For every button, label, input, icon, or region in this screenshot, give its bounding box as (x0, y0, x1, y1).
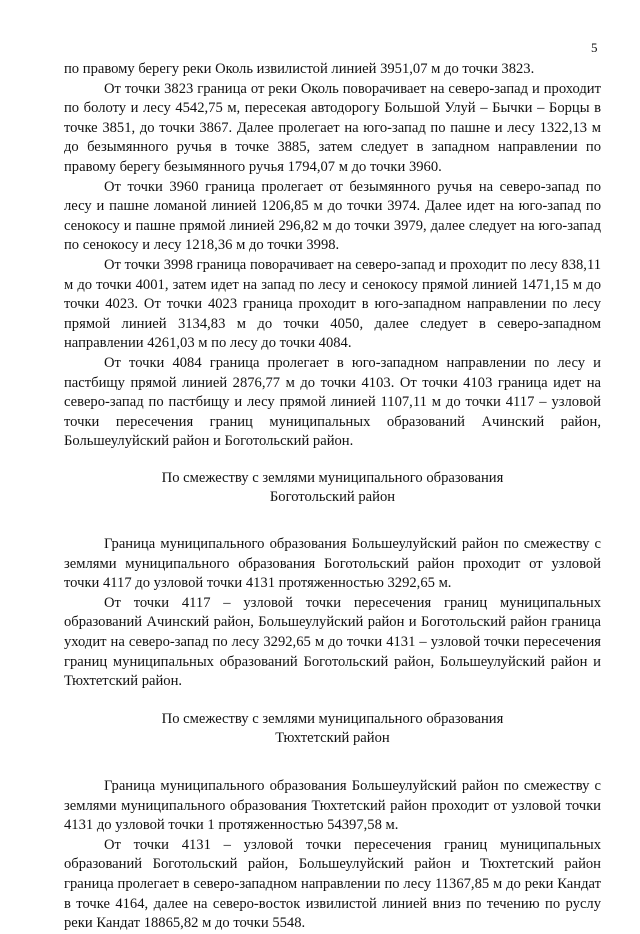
paragraph: Граница муниципального образования Большеулуйский район по смежеству с землями муниципального образования Тюхтетский район проходит от узловой точки 4131 до узловой точки 1 протяженностью 54397,58 м. (64, 778, 601, 834)
paragraph: От точки 3960 граница пролегает от безымянного ручья на северо-запад по лесу и пашне ломаной линией 1206,85 м до точки 3974. Далее идет на юго-запад по сенокосу и пашне прямой линией 296,82 м до точки 3979, далее следует на юго-запад по сенокосу и лесу 1218,36 м до точки 3998. (64, 178, 601, 254)
section-heading-bogotol (64, 469, 601, 508)
paragraph: От точки 3823 граница от реки Околь поворачивает на северо-запад и проходит по болоту и лесу 4542,75 м, пересекая автодорогу Большой Улуй – Бычки – Борцы в точке 3851, до точки 3867. Далее пролегает на юго-запад по пашне и лесу 1322,13 м до безымянного ручья в точке 3885, затем следует в западном направлении по правому берегу безымянного ручья 1794,07 м до точки 3960. (64, 80, 601, 175)
document-body (64, 60, 601, 934)
paragraph: От точки 4084 граница пролегает в юго-западном направлении по лесу и пастбищу прямой линией 2876,77 м до точки 4103. От точки 4103 граница идет на северо-запад по пастбищу и лесу прямой линией 1107,11 м до точки 4117 – узловой точки пересечения границ муниципальных образований Ачинский район, Большеулуйский район и Боготольский район. (64, 354, 601, 450)
section-heading-line: Тюхтетский район (275, 730, 390, 747)
section-heading-line: Боготольский район (269, 489, 396, 506)
paragraph: От точки 3998 граница поворачивает на северо-запад и проходит по лесу 838,11 м до точки 4001, затем идет на запад по лесу и сенокосу прямой линией 1471,15 м до точки 4023. От точки 4023 граница проходит в юго-западном направлении по лесу прямой линией 3134,83 м до точки 4050, далее следует в северо-западном направлении 4261,03 м по лесу до точки 4084. (64, 256, 601, 352)
section-heading-line: По смежеству с землями муниципального образования (161, 469, 504, 486)
page-number: 5 (591, 40, 598, 55)
section-heading-line: По смежеству с землями муниципального образования (161, 710, 504, 727)
paragraph-continuation: по правому берегу реки Околь извилистой линией 3951,07 м до точки 3823. (64, 61, 535, 77)
section-heading-tyukhtet (64, 710, 601, 749)
paragraph: От точки 4117 – узловой точки пересечения границ муниципальных образований Ачинский район, Большеулуйский район и Боготольский район граница уходит на северо-запад по лесу 3292,65 м до точки 4131 – узловой точки пересечения границ муниципальных образований Боготольский район, Большеулуйский район и Тюхтетский район. (64, 594, 601, 690)
paragraph: Граница муниципального образования Большеулуйский район по смежеству с землями муниципального образования Боготольский район проходит от узловой точки 4117 до узловой точки 4131 протяженностью 3292,65 м. (64, 536, 601, 592)
paragraph: От точки 4131 – узловой точки пересечения границ муниципальных образований Боготольский район, Большеулуйский район и Тюхтетский район граница пролегает в северо-западном направлении по лесу 11367,85 м до реки Кандат в точке 4164, далее на северо-восток извилистой линией вниз по течению по руслу реки Кандат 18865,82 м до точки 5548. (64, 836, 601, 932)
